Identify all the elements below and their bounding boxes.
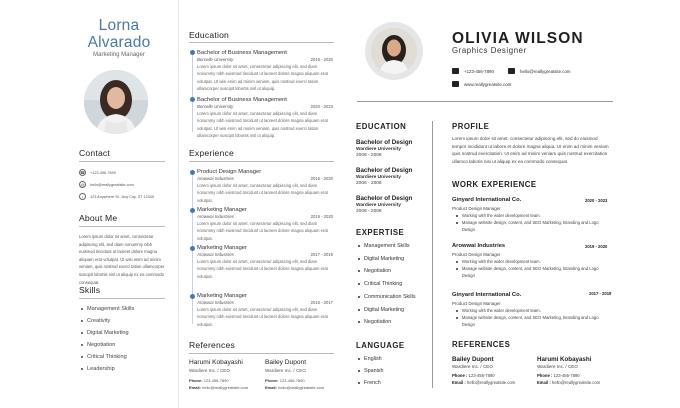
education-title: Bachelor of Business Management <box>197 97 287 103</box>
skill-item: Management Skills <box>81 306 134 312</box>
education-date: 2006 - 2008 <box>356 209 382 214</box>
expertise-heading: EXPERTISE <box>356 228 405 237</box>
experience-title: Product Design Manager <box>197 169 262 175</box>
reference-phone: Phone: 123-456-7890 <box>265 378 305 383</box>
contact-phone: ☎ +123-456-7890 <box>80 169 116 175</box>
work-heading: WORK EXPERIENCE <box>452 180 537 189</box>
education-body: Lorem ipsum dolor sit amet, consectetur adipiscing elit, sed diam nonummy nibh euismod tincidunt ut laoreet dolore magna aliquam erat volutpat. Ut wisi enim ad minim veniam, quis nostrud exerci tation ullamcorper suscipit lobortis nisl ut aliquip. <box>197 111 328 139</box>
contact-phone: +123-456-7890 <box>452 68 494 74</box>
education-heading: Education <box>189 30 230 40</box>
education-date: 2020 - 2023 <box>310 104 333 109</box>
contact-address: • 123 Anywhere St., Any City, ST 12345 <box>79 193 154 200</box>
profile-heading: PROFILE <box>452 122 490 131</box>
expertise-item: Digital Marketing <box>358 307 404 313</box>
experience-date: 2017 - 2019 <box>310 252 333 257</box>
divider <box>357 101 613 102</box>
location-icon: • <box>79 193 86 200</box>
experience-heading: Experience <box>189 148 234 158</box>
reference-phone: Phone : 123-456-7890 <box>537 373 580 378</box>
timeline-bullet <box>190 294 195 299</box>
experience-company: Arowwai Industries <box>197 300 234 305</box>
job-date: 2019 - 2020 <box>585 244 608 249</box>
language-item: English <box>358 356 382 362</box>
skill-item: Critical Thinking <box>81 354 127 360</box>
education-school: Borcelle University <box>197 104 234 109</box>
mail-icon: @ <box>80 181 85 187</box>
skill-item: Creativity <box>81 318 110 324</box>
education-date: 2006 - 2008 <box>356 181 382 186</box>
divider <box>189 42 334 43</box>
language-item: Spanish <box>358 368 383 374</box>
education-degree: Bachelor of Design <box>356 139 413 146</box>
reference-name: Bailey Dupont <box>452 356 494 363</box>
education-title: Bachelor of Business Management <box>197 50 287 56</box>
timeline-bullet <box>190 170 195 175</box>
education-school: Wardiere University <box>356 203 401 208</box>
skill-item: Digital Marketing <box>81 330 129 336</box>
reference-email: Email: hello@reallygreatsite.com <box>189 385 249 390</box>
education-heading: EDUCATION <box>356 122 407 131</box>
divider <box>189 161 334 162</box>
reference-email: Email : hello@reallygreatsite.com <box>452 380 516 385</box>
about-text: Lorem ipsum dolor sit amet, consectetur adipiscing elit, sed diam nonummy nibh euismod tincidunt ut laoreet dolore magna aliquam erat volutpat. Ut wisi enim ad minim veniam, quis nostrud exerci tation ullamcorper suscipit lobortis nisl ut aliquip ex ea commodo consequat. <box>79 234 165 285</box>
education-date: 2006 - 2008 <box>356 153 382 158</box>
contact-website: www.reallygreatsite.com <box>452 81 511 87</box>
education-degree: Bachelor of Design <box>356 195 413 202</box>
reference-name: Harumi Kobayashi <box>189 359 243 366</box>
contact-heading: Contact <box>79 148 111 158</box>
reference-name: Bailey Dupont <box>265 359 307 366</box>
job-date: 2020 - 2023 <box>585 198 608 203</box>
skills-heading: Skills <box>79 285 101 295</box>
experience-company: Arowwai Industries <box>197 214 234 219</box>
reference-role: Wardiere Inc. / CEO <box>265 368 306 373</box>
column-divider <box>432 121 433 388</box>
references-heading: References <box>189 340 235 350</box>
resume-left-role: Marketing Manager <box>93 52 145 58</box>
phone-icon <box>452 68 459 74</box>
education-body: Lorem ipsum dolor sit amet, consectetur adipiscing elit, sed diam nonummy nibh euismod tincidunt ut laoreet dolore magna aliquam erat volutpat. Ut wisi enim ad minim veniam, quis nostrud exerci tation ullamcorper suscipit lobortis nisl ut aliquip. <box>197 64 328 92</box>
experience-date: 2016 - 2020 <box>310 176 333 181</box>
expertise-item: Negotiation <box>358 268 391 274</box>
contact-email: hello@reallygreatsite.com <box>508 68 571 74</box>
phone-icon: ☎ <box>80 169 85 175</box>
job-role: Product Design Manager <box>452 252 501 257</box>
profile-photo-frame <box>365 22 423 80</box>
reference-name: Harumi Kobayashi <box>537 356 592 363</box>
experience-body: Lorem ipsum dolor sit amet, consectetur adipiscing elit, sed diam nonummy nibh euismod tincidunt ut laoreet dolore magna aliquam erat volutpat. <box>197 307 328 327</box>
resume-right <box>345 0 680 408</box>
job-company: Ginyard International Co. <box>452 197 522 203</box>
divider <box>79 161 165 162</box>
timeline-line <box>192 52 193 132</box>
experience-title: Marketing Manager <box>197 245 247 251</box>
experience-date: 2016 - 2017 <box>310 300 333 305</box>
experience-body: Lorem ipsum dolor sit amet, consectetur adipiscing elit, sed diam nonummy nibh euismod tincidunt ut laoreet dolore magna aliquam erat volutpat. <box>197 259 328 279</box>
resume-left-name: Lorna Alvarado <box>87 17 151 51</box>
job-role: Product Design Manager <box>452 301 501 306</box>
profile-photo <box>84 70 148 134</box>
experience-date: 2019 - 2020 <box>310 214 333 219</box>
job-company: Ginyard International Co. <box>452 292 522 298</box>
divider <box>189 353 334 354</box>
reference-phone: Phone : 123-456-7890 <box>452 373 495 378</box>
references-heading: REFERENCES <box>452 340 511 349</box>
experience-title: Marketing Manager <box>197 293 247 299</box>
job-company: Arowwai Industries <box>452 243 506 249</box>
divider <box>79 226 165 227</box>
profile-text: Lorem ipsum dolor sit amet, consectetur adipiscing elit, sed do eiusmod tempor incididunt ut labore et dolore magna aliqua. Ut enim ad minim veniam quis nostrud exercitation. Ut enim ad minim veniam quis nostrud exercitation ullamco laboris nisi ut aliquip ex ea commodo consequat. <box>452 136 609 164</box>
education-date: 2016 - 2020 <box>310 57 333 62</box>
job-role: Product Design Manager <box>452 206 501 211</box>
timeline-bullet <box>190 246 195 251</box>
experience-company: Arowwai Industries <box>197 252 234 257</box>
mail-icon <box>508 68 515 74</box>
expertise-item: Communication Skills <box>358 294 416 300</box>
contact-email: @ hello@reallygreatsite.com <box>80 181 134 187</box>
reference-role: Wardiere Inc. / CEO <box>452 364 493 369</box>
job-date: 2017 - 2019 <box>589 291 612 296</box>
expertise-item: Negotiation <box>358 319 391 325</box>
reference-phone: Phone: 123-456-7890 <box>189 378 229 383</box>
language-heading: LANGUAGE <box>356 341 405 350</box>
education-degree: Bachelor of Design <box>356 167 413 174</box>
reference-email: Email : hello@reallygreatsite.com <box>537 380 601 385</box>
job-bullets: Working with the wider development team. Manage website design, content, and SEO Marketing, Branding and Logo Design <box>456 307 606 329</box>
column-divider <box>178 0 179 408</box>
resume-right-role: Graphics Designer <box>452 46 527 55</box>
timeline-bullet <box>190 208 195 213</box>
reference-role: Wardiere Inc. / CEO <box>537 364 578 369</box>
resume-right-name: OLIVIA WILSON <box>452 30 584 47</box>
profile-photo <box>371 28 417 74</box>
timeline-bullet <box>190 97 195 102</box>
about-heading: About Me <box>79 213 118 223</box>
experience-company: Arowwai Industries <box>197 176 234 181</box>
education-school: Borcelle University <box>197 57 234 62</box>
job-bullets: Working with the wider development team. Manage website design, content, and SEO Marketing, Branding and Logo Design <box>456 212 606 234</box>
experience-title: Marketing Manager <box>197 207 247 213</box>
skill-item: Leadership <box>81 366 115 372</box>
reference-role: Wardiere Inc. / CEO <box>189 368 230 373</box>
timeline-bullet <box>190 50 195 55</box>
expertise-item: Management Skills <box>358 243 410 249</box>
education-school: Wardiere University <box>356 175 401 180</box>
divider <box>79 298 165 299</box>
job-bullets: Working with the wider development team. Manage website design, content, and SEO Marketing, Branding and Logo Design <box>456 258 606 280</box>
expertise-item: Critical Thinking <box>358 281 402 287</box>
skill-item: Negotiation <box>81 342 115 348</box>
experience-body: Lorem ipsum dolor sit amet, consectetur adipiscing elit, sed diam nonummy nibh euismod tincidunt ut laoreet dolore magna aliquam erat volutpat. <box>197 183 328 203</box>
globe-icon <box>452 81 459 87</box>
education-school: Wardiere University <box>356 147 401 152</box>
experience-body: Lorem ipsum dolor sit amet, consectetur adipiscing elit, sed diam nonummy nibh euismod tincidunt ut laoreet dolore magna aliquam erat volutpat. <box>197 221 328 241</box>
reference-email: Email: hello@reallygreatsite.com <box>265 385 325 390</box>
language-item: French <box>358 380 381 386</box>
expertise-item: Digital Marketing <box>358 256 404 262</box>
